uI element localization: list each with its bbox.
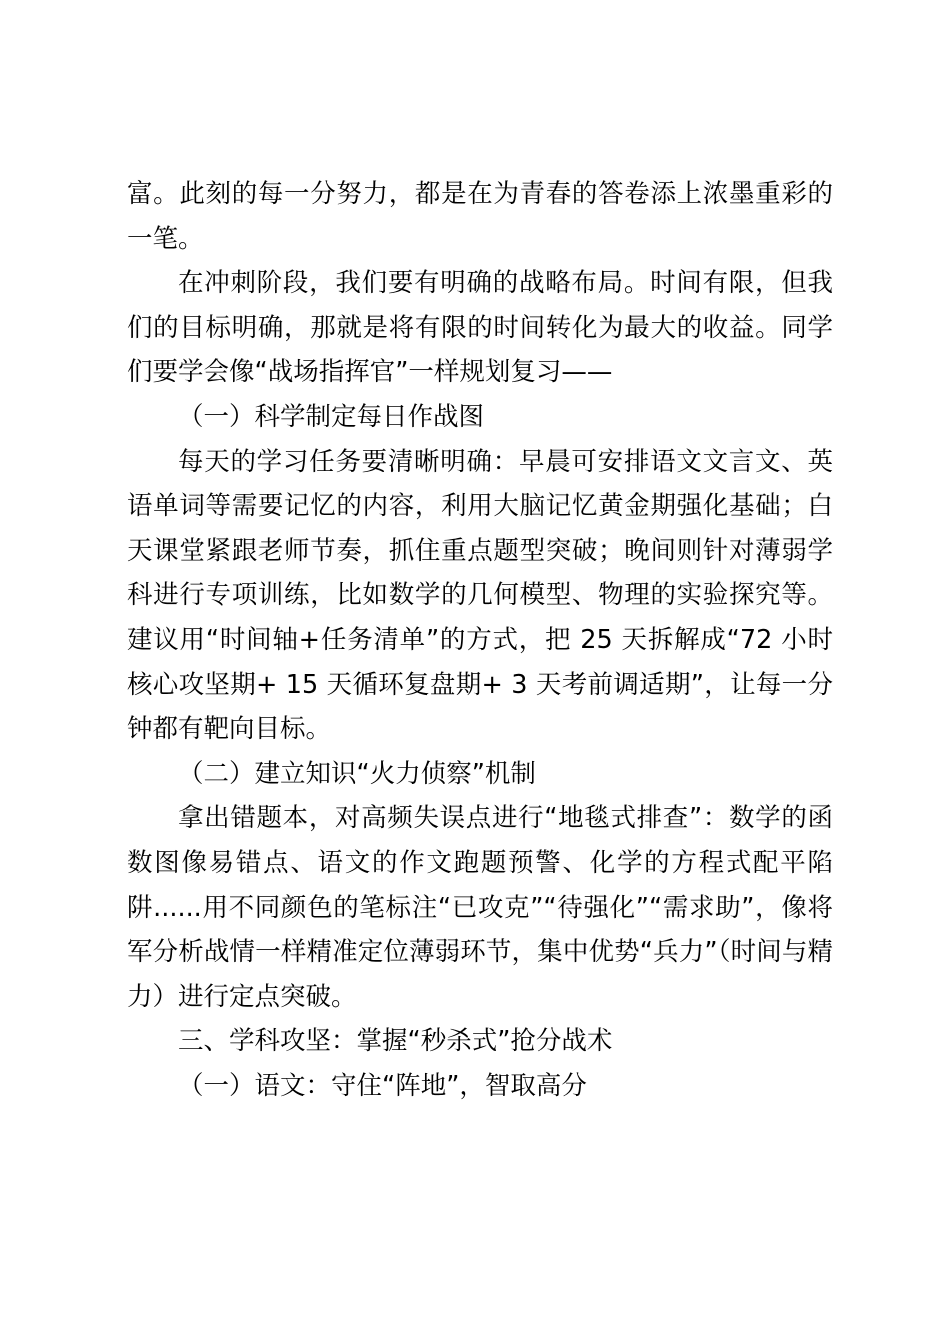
paragraph-recon: 拿出错题本，对高频失误点进行“地毯式排查”：数学的函数图像易错点、语文的作文跑题预警、化学的方程式配平陷阱......用不同颜色的笔标注“已攻克”“待强化”“需求助”，像将军分析战情一样精准定位薄弱环节，集中优势“兵力”（时间与精力）进行定点突破。 — [127, 803, 833, 1012]
paragraph-strategy: 在冲刺阶段，我们要有明确的战略布局。时间有限，但我们的目标明确，那就是将有限的时间转化为最大的收益。同学们要学会像“战场指挥官”一样规划复习—— — [127, 268, 833, 388]
paragraph-continuation: 富。此刻的每一分努力，都是在为青春的答卷添上浓墨重彩的一笔。 — [127, 179, 833, 254]
paragraph-daily-plan: 每天的学习任务要清晰明确：早晨可安排语文文言文、英语单词等需要记忆的内容，利用大脑记忆黄金期强化基础；白天课堂紧跟老师节奏，抓住重点题型突破；晚间则针对薄弱学科进行专项训练，比如数学的几何模型、物理的实验探究等。建议用“时间轴+任务清单”的方式，把 25 天拆解成“72 小时核心攻坚期+ 15 天循环复盘期+ 3 天考前调适期”，让每一分钟都有靶向目标。 — [127, 446, 833, 745]
subheading-recon: （二）建立知识“火力侦察”机制 — [178, 758, 536, 789]
subheading-daily-plan: （一）科学制定每日作战图 — [178, 401, 485, 432]
document-body — [127, 172, 833, 1108]
subheading-chinese: （一）语文：守住“阵地”，智取高分 — [178, 1070, 587, 1101]
heading-section-three: 三、学科攻坚：掌握“秒杀式”抢分战术 — [178, 1026, 613, 1057]
